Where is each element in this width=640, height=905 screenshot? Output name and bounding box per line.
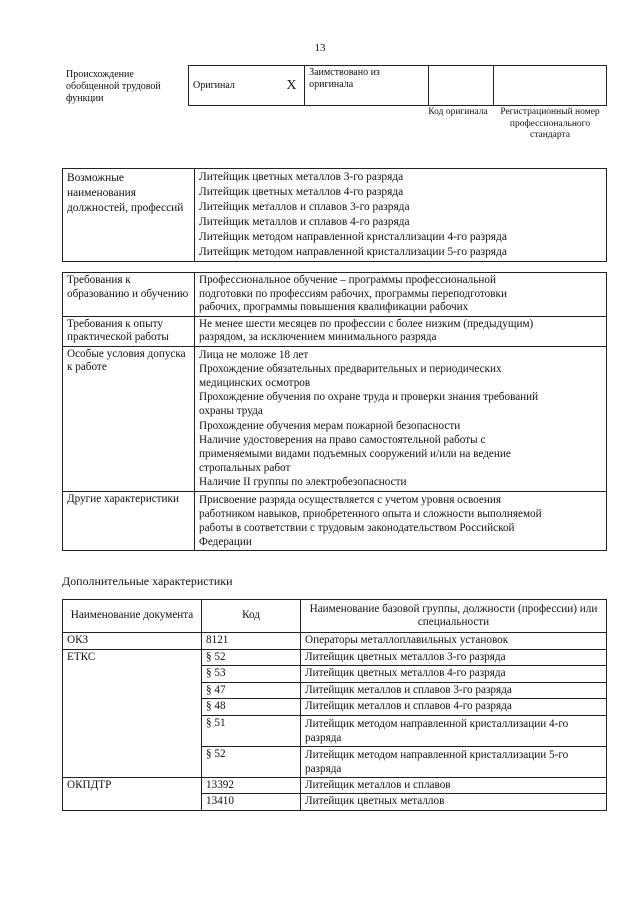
code-cell: 13410 bbox=[202, 794, 301, 811]
req-line: разрядом, за исключением минимального разряда bbox=[199, 331, 437, 343]
req-line: охраны труда bbox=[199, 405, 263, 418]
req-education-text bbox=[195, 273, 607, 317]
positions-label: Возможные наименования должностей, профессий bbox=[63, 169, 195, 262]
name-cell: Литейщик металлов и сплавов bbox=[301, 777, 607, 794]
req-line: рабочих, программы повышения квалификации рабочих bbox=[199, 301, 469, 313]
name-cell: Литейщик цветных металлов 3-го разряда bbox=[301, 649, 607, 666]
req-line: стропальных работ bbox=[199, 462, 291, 475]
req-line: Не менее шести месяцев по профессии с более низким (предыдущим) bbox=[199, 317, 534, 330]
req-line: Наличие II группы по электробезопасности bbox=[199, 476, 407, 489]
code-cell: 13392 bbox=[202, 777, 301, 794]
req-line: работником навыков, приобретенного опыта и сложности выполняемой bbox=[199, 507, 542, 520]
req-line: Прохождение обучения по охране труда и проверки знания требований bbox=[199, 391, 539, 404]
req-experience-label: Требования к опыту практической работы bbox=[63, 316, 195, 346]
name-cell: Литейщик металлов и сплавов 3-го разряда bbox=[301, 682, 607, 699]
req-line: Федерации bbox=[199, 536, 252, 549]
position-item: Литейщик металлов и сплавов 4-го разряда bbox=[199, 216, 410, 228]
req-other-label: Другие характеристики bbox=[63, 491, 195, 551]
additional-table bbox=[62, 599, 607, 811]
position-item: Литейщик цветных металлов 4-го разряда bbox=[199, 186, 404, 198]
name-cell: Литейщик методом направленной кристаллизации 5-го разряда bbox=[301, 746, 607, 777]
req-line: Прохождение обязательных предварительных и периодических bbox=[199, 362, 502, 375]
name-cell: Литейщик цветных металлов 4-го разряда bbox=[301, 666, 607, 683]
header-code: Код bbox=[202, 600, 301, 633]
position-item: Литейщик методом направленной кристаллизации 5-го разряда bbox=[199, 246, 507, 258]
code-cell: § 48 bbox=[202, 699, 301, 716]
req-line: подготовки по профессиям рабочих, программы переподготовки bbox=[199, 287, 507, 300]
req-line: Присвоение разряда осуществляется с учетом уровня освоения bbox=[199, 493, 501, 506]
req-line: медицинских осмотров bbox=[199, 376, 311, 389]
origin-code-cell bbox=[428, 66, 494, 106]
positions-list bbox=[195, 169, 607, 262]
code-cell: § 51 bbox=[202, 715, 301, 746]
position-item: Литейщик цветных металлов 3-го разряда bbox=[199, 171, 404, 183]
position-item: Литейщик методом направленной кристаллизации 4-го разряда bbox=[199, 231, 507, 243]
origin-borrowed: Заимствовано из оригинала bbox=[305, 66, 429, 106]
req-admission-text bbox=[195, 346, 607, 491]
origin-table bbox=[188, 65, 607, 106]
positions-table bbox=[62, 168, 607, 262]
code-cell: § 52 bbox=[202, 746, 301, 777]
name-cell: Операторы металлоплавильных установок bbox=[301, 633, 607, 650]
header-name: Наименование базовой группы, должности (профессии) или специальности bbox=[301, 600, 607, 633]
code-caption: Код оригинала bbox=[428, 107, 488, 117]
additional-title: Дополнительные характеристики bbox=[62, 574, 233, 588]
origin-original: Оригинал bbox=[189, 66, 283, 106]
req-line: Профессиональное обучение – программы профессиональной bbox=[199, 274, 496, 286]
origin-label: Происхождение обобщенной трудовой функции bbox=[66, 69, 161, 104]
doc-cell: ОКПДТР bbox=[63, 777, 202, 810]
doc-cell: ЕТКС bbox=[63, 649, 202, 777]
req-experience-text bbox=[195, 316, 607, 346]
doc-cell: ОКЗ bbox=[63, 633, 202, 650]
req-line: Наличие удостоверения на право самостоятельной работы с bbox=[199, 433, 486, 446]
position-item: Литейщик металлов и сплавов 3-го разряда bbox=[199, 201, 410, 213]
req-line: Лица не моложе 18 лет bbox=[199, 348, 309, 361]
req-line: работы в соответствии с трудовым законодательством Российской bbox=[199, 521, 515, 534]
code-cell: § 47 bbox=[202, 682, 301, 699]
name-cell: Литейщик методом направленной кристаллизации 4-го разряда bbox=[301, 715, 607, 746]
origin-reg-cell bbox=[494, 66, 607, 106]
code-cell: 8121 bbox=[202, 633, 301, 650]
name-cell: Литейщик цветных металлов bbox=[301, 794, 607, 811]
name-cell: Литейщик металлов и сплавов 4-го разряда bbox=[301, 699, 607, 716]
origin-mark: X bbox=[282, 66, 304, 106]
header-document: Наименование документа bbox=[63, 600, 202, 633]
page-number: 13 bbox=[314, 42, 326, 54]
req-admission-label: Особые условия допуска к работе bbox=[63, 346, 195, 491]
req-education-label: Требования к образованию и обучению bbox=[63, 273, 195, 317]
code-cell: § 53 bbox=[202, 666, 301, 683]
reg-caption: Регистрационный номер профессионального стандарта bbox=[500, 107, 600, 141]
code-cell: § 52 bbox=[202, 649, 301, 666]
req-other-text bbox=[195, 491, 607, 551]
req-line: применяемыми видами подъемных сооружений и/или на ведение bbox=[199, 447, 511, 460]
requirements-table bbox=[62, 272, 607, 551]
req-line: Прохождение обучения мерам пожарной безопасности bbox=[199, 419, 461, 432]
